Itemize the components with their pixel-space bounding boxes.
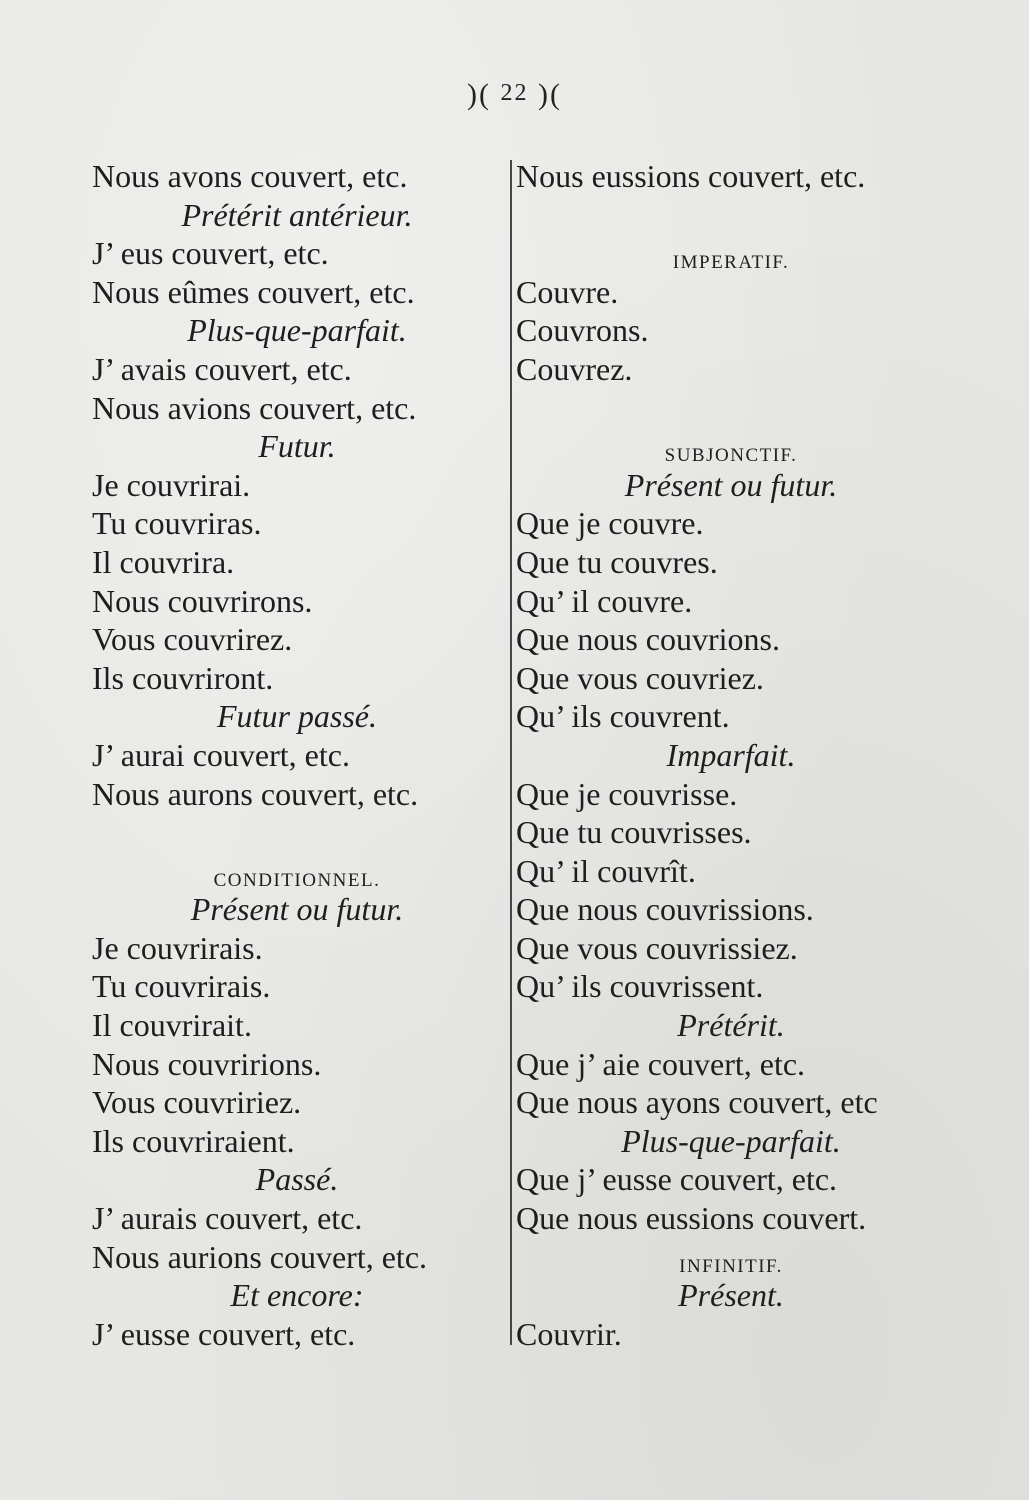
conjugation-line: Que je couvrisse. xyxy=(516,775,738,812)
conjugation-line: Que vous couvrissiez. xyxy=(516,929,798,966)
tense-heading: Plus-que-parfait. xyxy=(621,1122,841,1159)
tense-heading: Passé. xyxy=(255,1161,339,1198)
conjugation-line: J’ aurais couvert, etc. xyxy=(92,1200,363,1237)
section-heading-text: INFINITIF. xyxy=(679,1255,783,1277)
section-heading xyxy=(516,234,946,273)
tense-heading: Présent. xyxy=(678,1277,784,1314)
tense-heading: Imparfait. xyxy=(666,736,796,773)
conjugation-line: Nous avons couvert, etc. xyxy=(92,158,408,194)
conjugation-line: Nous avions couvert, etc. xyxy=(92,389,417,426)
conjugation-line: Qu’ ils couvrissent. xyxy=(516,968,764,1005)
conjugation-line: Vous couvrirez. xyxy=(92,621,293,658)
conjugation-line: Que tu couvrisses. xyxy=(516,814,752,851)
conjugation-line: Vous couvririez. xyxy=(92,1084,302,1121)
tense-heading: Présent ou futur. xyxy=(624,466,838,503)
conjugation-line: Il couvrira. xyxy=(92,543,235,580)
conjugation-line: Que je couvre. xyxy=(516,505,704,542)
conjugation-line: Couvre. xyxy=(516,273,619,310)
conjugation-line: J’ eusse couvert, etc. xyxy=(92,1315,356,1352)
spacer xyxy=(516,196,946,235)
conjugation-line: Nous aurions couvert, etc. xyxy=(92,1238,428,1275)
conjugation-line: Qu’ il couvrît. xyxy=(516,852,696,889)
conjugation-line: Qu’ il couvre. xyxy=(516,582,693,619)
conjugation-line: Je couvrirai. xyxy=(92,466,251,503)
spacer xyxy=(516,389,946,428)
conjugation-line: Nous aurons couvert, etc. xyxy=(92,775,419,812)
section-heading xyxy=(516,427,946,466)
conjugation-line: Nous eussions couvert, etc. xyxy=(516,158,866,194)
tense-heading: Futur passé. xyxy=(217,698,377,735)
conjugation-line: Que nous eussions couvert. xyxy=(516,1200,867,1237)
section-heading-text: IMPERATIF. xyxy=(672,252,790,274)
conjugation-line: Couvrez. xyxy=(516,350,633,387)
conjugation-line: Nous couvririons. xyxy=(92,1045,322,1082)
conjugation-line: Qu’ ils couvrent. xyxy=(516,698,730,735)
page-number: 22 xyxy=(500,80,529,106)
spacer xyxy=(92,813,502,852)
conjugation-line: Nous couvrirons. xyxy=(92,582,313,619)
conjugation-line: J’ eus couvert, etc. xyxy=(92,235,329,272)
conjugation-line: Couvrons. xyxy=(516,312,649,349)
tense-heading: Prétérit. xyxy=(677,1007,785,1044)
section-heading xyxy=(92,852,502,891)
ornament-right: )( xyxy=(538,78,562,111)
conjugation-line: Ils couvriraient. xyxy=(92,1122,295,1159)
conjugation-line: Que nous couvrissions. xyxy=(516,891,814,928)
section-heading-text: CONDITIONNEL. xyxy=(213,869,381,891)
conjugation-line: Tu couvriras. xyxy=(92,505,262,542)
conjugation-line: Je couvrirais. xyxy=(92,929,263,966)
tense-heading: Présent ou futur. xyxy=(190,891,404,928)
conjugation-line: Que nous couvrions. xyxy=(516,621,780,658)
left-column xyxy=(92,157,502,1353)
tense-heading: Futur. xyxy=(258,428,336,465)
ornament-left: )( xyxy=(467,78,491,111)
conjugation-line: Que nous ayons couvert, etc xyxy=(516,1084,878,1121)
right-column xyxy=(516,157,946,1353)
conjugation-line: Couvrir. xyxy=(516,1315,622,1352)
conjugation-line: Que j’ eusse couvert, etc. xyxy=(516,1161,838,1198)
tense-heading: Et encore: xyxy=(230,1277,364,1314)
tense-heading: Prétérit antérieur. xyxy=(181,196,413,233)
conjugation-line: Il couvrirait. xyxy=(92,1007,252,1044)
conjugation-line: Tu couvrirais. xyxy=(92,968,271,1005)
section-heading xyxy=(516,1238,946,1277)
conjugation-line: Que vous couvriez. xyxy=(516,659,764,696)
conjugation-line: Nous eûmes couvert, etc. xyxy=(92,273,415,310)
tense-heading: Plus-que-parfait. xyxy=(187,312,407,349)
conjugation-line: Ils couvriront. xyxy=(92,659,274,696)
page-header xyxy=(0,78,1029,112)
column-divider xyxy=(510,160,512,1345)
section-heading-text: SUBJONCTIF. xyxy=(664,445,798,467)
conjugation-line: J’ avais couvert, etc. xyxy=(92,350,352,387)
conjugation-line: J’ aurai couvert, etc. xyxy=(92,736,350,773)
conjugation-line: Que tu couvres. xyxy=(516,543,718,580)
conjugation-line: Que j’ aie couvert, etc. xyxy=(516,1045,806,1082)
